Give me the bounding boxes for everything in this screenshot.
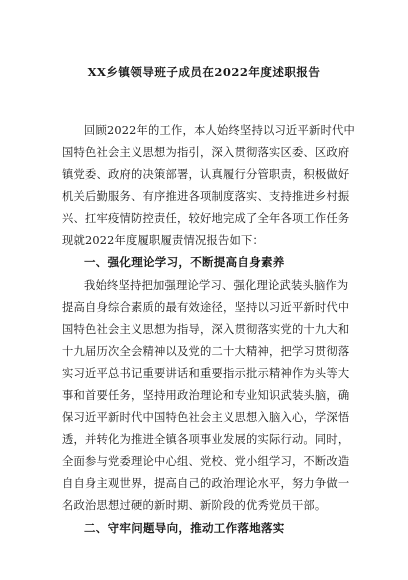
paragraph-line: 镇党委、政府的决策部署，认真履行分管职责，积极做好 [62,168,350,181]
section-heading: 二、守牢问题导向，推动工作落地落实 [84,521,285,535]
paragraph-line: 实习近平总书记重要讲话和重要指示批示精神作为头等大 [62,367,350,380]
paragraph-line: 全面参与党委理论中心组、党校、党小组学习，不断改造 [62,455,350,468]
paragraph-line: 名政治思想过硬的新时期、新阶段的优秀党员干部。 [62,499,327,512]
paragraph-line: 事和首要任务，坚持用政治理论和专业知识武装头脑，确 [62,389,350,402]
paragraph-line: 现就2022年度履职履责情况报告如下： [62,234,265,247]
paragraph-line: 提高自身综合素质的最有效途径，坚持以习近平新时代中 [62,301,350,314]
paragraph-line: 自自身主观世界，提高自己的政治理论水平，努力争做一 [62,477,350,490]
paragraph-line: 机关后勤服务、有序推进各项制度落实、支持推进乡村振 [62,190,350,203]
section-heading: 一、强化理论学习，不断提高自身素养 [84,255,285,269]
paragraph-line: 兴、扛牢疫情防控责任，较好地完成了全年各项工作任务 [62,212,350,225]
paragraph-line: 回顾2022年的工作，本人始终坚持以习近平新时代中 [84,124,355,137]
document-title: XX乡镇领导班子成员在2022年度述职报告 [87,65,321,79]
paragraph-line: 保习近平新时代中国特色社会主义思想入脑入心，学深悟 [62,411,350,424]
paragraph-line: 十九届历次全会精神以及党的二十大精神，把学习贯彻落 [62,345,350,358]
paragraph-line: 我始终坚持把加强理论学习、强化理论武装头脑作为 [84,279,349,292]
paragraph-line: 透，并转化为推进全镇各项事业发展的实际行动。同时， [62,433,350,446]
paragraph-line: 国特色社会主义思想为指引，深入贯彻落实区委、区政府 [62,146,350,159]
paragraph-line: 国特色社会主义思想为指导，深入贯彻落实党的十九大和 [62,323,350,336]
